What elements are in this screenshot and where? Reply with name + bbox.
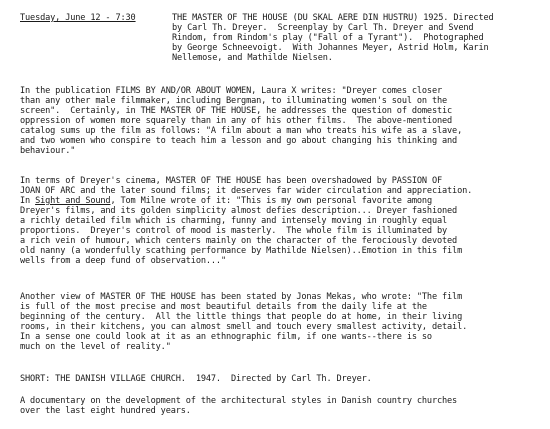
credits-line: Rindom, from Rindom's play ("Fall of a Tyrant"). Photographed [172, 33, 484, 43]
paragraph-line: oppression of women more squarely than in any of his other films. The above-mentioned [20, 116, 453, 126]
paragraph-line: In a sense one could look at it as an ethnographic film, if one wants--there is so [20, 332, 432, 342]
paragraph-line: old nanny (a wonderfully scathing performance by Mathilde Nielsen)..Emotion in this film [20, 246, 463, 256]
paragraph-line: A documentary on the development of the architectural styles in Danish country churches [20, 396, 458, 406]
paragraph-line: screen". Certainly, in THE MASTER OF THE HOUSE, he addresses the question of domestic [20, 106, 453, 116]
paragraph-line: In the publication FILMS BY AND/OR ABOUT WOMEN, Laura X writes: "Dreyer comes closer [20, 86, 443, 96]
paragraph-line: a richly detailed film which is charming, funny and intensely moving in roughly equal [20, 216, 448, 226]
paragraph-line: behaviour." [20, 146, 76, 156]
publication-title: Sight and Sound [35, 196, 111, 206]
screening-date: Tuesday, June 12 - 7:30 [20, 13, 136, 23]
paragraph-line: wells from a deep fund of observation..." [20, 256, 226, 266]
paragraph-line: Another view of MASTER OF THE HOUSE has been stated by Jonas Mekas, who wrote: "The film [20, 292, 463, 302]
paragraph-line: and two women who conspire to teach him a lesson and go about changing his thinking and [20, 136, 458, 146]
paragraph-line: than any other male filmmaker, including Bergman, to illuminating women's soul on the [20, 96, 448, 106]
text-fragment: In [20, 196, 36, 206]
paragraph-line: much on the level of reality." [20, 342, 171, 352]
paragraph-line: catalog sums up the film as follows: "A film about a man who treats his wife as a slave, [20, 126, 463, 136]
credits-line: by Carl Th. Dreyer. Screenplay by Carl Th. Dreyer and Svend [172, 23, 474, 33]
paragraph-line: rooms, in their kitchens, you can almost smell and touch every smallest activity, detail. [20, 322, 468, 332]
paragraph-line: proportions. Dreyer's control of mood is masterly. The whole film is illuminated by [20, 226, 448, 236]
paragraph-line: In terms of Dreyer's cinema, MASTER OF THE HOUSE has been overshadowed by PASSION OF [20, 176, 443, 186]
paragraph-line: JOAN OF ARC and the later sound films; it deserves far wider circulation and appreciation. [20, 186, 473, 196]
paragraph-line [20, 196, 432, 206]
credits-line: by George Schneevoigt. With Johannes Meyer, Astrid Holm, Karin [172, 43, 489, 53]
paragraph-line: beginning of the century. All the little things that people do at home, in their living [20, 312, 463, 322]
paragraph-line: is full of the most precise and most beautiful details from the daily life at the [20, 302, 427, 312]
paragraph-line: Dreyer's films, and its golden simplicity almost defies description... Dreyer fashioned [20, 206, 458, 216]
film-title-line: THE MASTER OF THE HOUSE (DU SKAL AERE DIN HUSTRU) 1925. Directed [172, 13, 494, 23]
paragraph-line: over the last eight hundred years. [20, 406, 191, 416]
short-film-heading: SHORT: THE DANISH VILLAGE CHURCH. 1947. Directed by Carl Th. Dreyer. [20, 374, 372, 384]
text-fragment: , Tom Milne wrote of it: "This is my own personal favorite among [110, 196, 432, 206]
credits-line: Nellemose, and Mathilde Nielsen. [172, 53, 333, 63]
paragraph-line: a rich vein of humour, which centers mainly on the character of the ferociously devoted [20, 236, 458, 246]
